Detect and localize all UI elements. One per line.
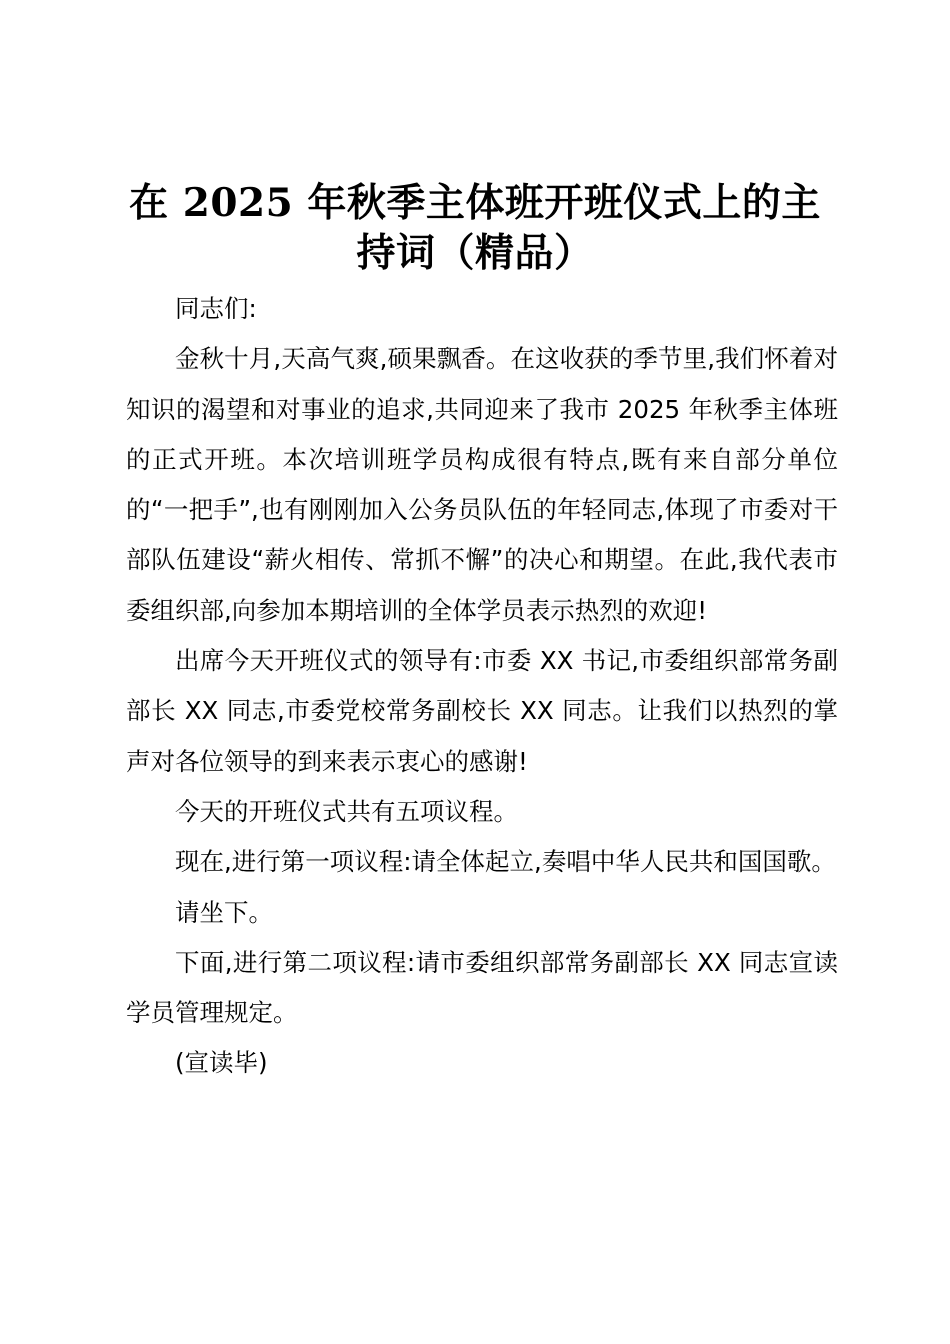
paragraph-salutation: 同志们: [175, 294, 257, 323]
document-title: 在 2025 年秋季主体班开班仪式上的主持词（精品） [129, 180, 821, 276]
paragraph-leaders: 出席今天开班仪式的领导有:市委 XX 书记,市委组织部常务副部长 XX 同志,市委党校常务副校长 XX 同志。让我们以热烈的掌声对各位领导的到来表示衷心的感谢! [126, 646, 838, 776]
paragraph-agenda-count: 今天的开班仪式共有五项议程。 [175, 796, 518, 826]
paragraph-agenda-one: 现在,进行第一项议程:请全体起立,奏唱中华人民共和国国歌。 [175, 847, 836, 877]
document-body [126, 284, 838, 1089]
paragraph-opening: 金秋十月,天高气爽,硕果飘香。在这收获的季节里,我们怀着对知识的渴望和对事业的追求,共同迎来了我市 2025 年秋季主体班的正式开班。本次培训班学员构成很有特点,既有来自部分单位的“一把手”,也有刚刚加入公务员队伍的年轻同志,体现了市委对干部队伍建设“薪火相传、常抓不懈”的决心和期望。在此,我代表市委组织部,向参加本期培训的全体学员表示热烈的欢迎! [126, 344, 838, 625]
paragraph-agenda-two: 下面,进行第二项议程:请市委组织部常务副部长 XX 同志宣读学员管理规定。 [126, 947, 838, 1028]
paragraph-be-seated: 请坐下。 [175, 897, 273, 927]
paragraph-reading-done: (宣读毕) [175, 1048, 268, 1078]
